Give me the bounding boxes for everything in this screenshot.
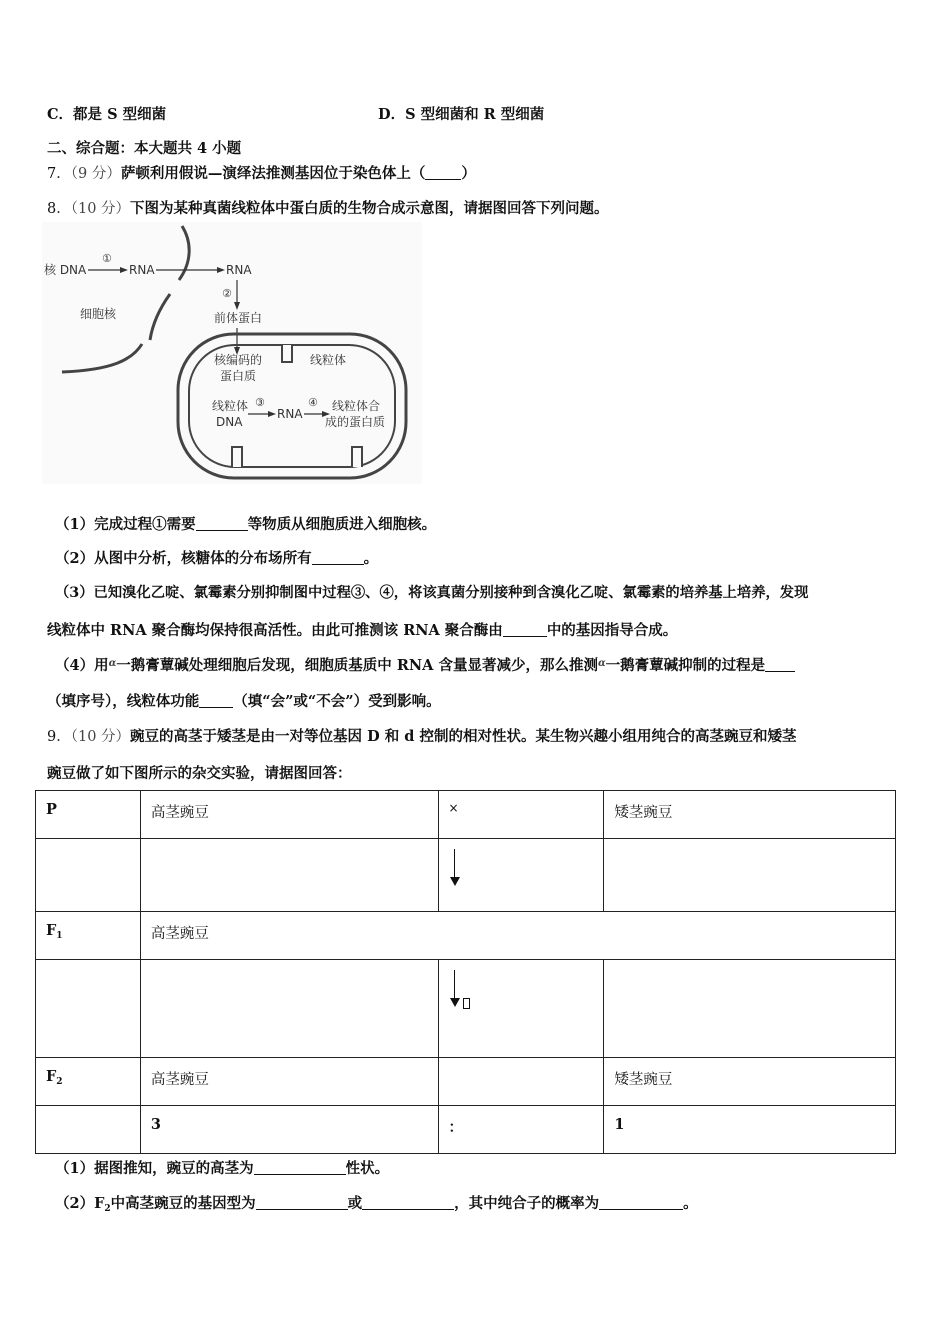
mitochondria-protein-synthesis-diagram bbox=[42, 222, 422, 484]
mitochondrion-label: 线粒体 bbox=[310, 353, 347, 367]
nuclear-dna-label: 核 DNA bbox=[44, 263, 87, 277]
q9-part-1 bbox=[55, 1157, 389, 1178]
p-short: 矮茎豌豆 bbox=[604, 791, 896, 839]
q8-score: （10 分） bbox=[70, 201, 131, 217]
q8-part-4-line2 bbox=[47, 690, 441, 711]
q8-part-2 bbox=[55, 547, 378, 568]
empty-cell bbox=[36, 960, 141, 1058]
empty-cell bbox=[36, 839, 141, 912]
ratio-left: 3 bbox=[140, 1106, 438, 1154]
q8-part-3-line1: （3）已知溴化乙啶、氯霉素分别抑制图中过程③、④，将该真菌分别接种到含溴化乙啶、氯霉素的培养基上培养，发现 bbox=[55, 585, 809, 601]
empty-cell bbox=[36, 1106, 141, 1154]
question-7 bbox=[47, 162, 476, 183]
step-3-label: ③ bbox=[255, 396, 265, 409]
cross-table bbox=[35, 790, 896, 1154]
mt-protein-label-2: 成的蛋白质 bbox=[325, 415, 386, 429]
empty-cell bbox=[604, 960, 896, 1058]
empty-cell bbox=[140, 960, 438, 1058]
table-row-arrow-1 bbox=[36, 839, 896, 912]
q8-p4-text-d: （填序号），线粒体功能 bbox=[47, 693, 200, 710]
q9-p2-text-e: 。 bbox=[683, 1195, 698, 1212]
q9-score: （10 分） bbox=[70, 729, 131, 745]
q8-p3-text-b: 中的基因指导合成。 bbox=[546, 622, 678, 639]
crista-top bbox=[282, 345, 292, 362]
down-arrow-icon bbox=[449, 970, 461, 1006]
p-cross-symbol: × bbox=[438, 791, 604, 839]
arrow-cell-2 bbox=[438, 960, 604, 1058]
down-arrow-icon bbox=[449, 849, 461, 885]
q9-number: 9． bbox=[47, 729, 71, 745]
arrow-cell-1 bbox=[438, 839, 604, 912]
mt-protein-label-1: 线粒体合 bbox=[332, 399, 381, 413]
q8-p4-text-a: （4）用 bbox=[55, 657, 109, 674]
f1-label-sub: 1 bbox=[56, 931, 63, 941]
rna-label-1: RNA bbox=[129, 263, 155, 277]
f2-label bbox=[36, 1058, 141, 1106]
step-4-label: ④ bbox=[308, 396, 318, 409]
option-d: D．S 型细菌和 R 型细菌 bbox=[378, 106, 545, 123]
p-tall: 高茎豌豆 bbox=[140, 791, 438, 839]
table-row-f2 bbox=[36, 1058, 896, 1106]
q8-p4-blank-1[interactable] bbox=[765, 657, 795, 673]
q8-p2-blank[interactable] bbox=[312, 550, 364, 566]
ratio-colon: ： bbox=[438, 1106, 604, 1154]
q9-p2-blank-2[interactable] bbox=[362, 1195, 454, 1211]
q7-blank[interactable] bbox=[425, 165, 461, 181]
q8-p2-text-b: 。 bbox=[363, 550, 379, 567]
q8-part-1 bbox=[55, 513, 436, 534]
f2-tall: 高茎豌豆 bbox=[140, 1058, 438, 1106]
q9-p2-text-c: 或 bbox=[347, 1195, 363, 1212]
q9-p2-blank-1[interactable] bbox=[256, 1195, 348, 1211]
nuclear-encoded-label-2: 蛋白质 bbox=[220, 369, 257, 383]
empty-cell bbox=[140, 839, 438, 912]
q9-p2-sub: 2 bbox=[104, 1204, 111, 1214]
q8-part-3-line2 bbox=[47, 619, 677, 640]
empty-cell bbox=[438, 1058, 604, 1106]
question-9-stem bbox=[47, 725, 796, 746]
q7-number: 7． bbox=[47, 166, 71, 182]
q9-p1-text-a: （1）据图推知，豌豆的高茎为 bbox=[55, 1160, 254, 1177]
q9-p2-text-b: 中高茎豌豆的基因型为 bbox=[110, 1195, 256, 1212]
q8-stem-text: 下图为某种真菌线粒体中蛋白质的生物合成示意图，请据图回答下列问题。 bbox=[130, 200, 609, 217]
q8-p4-blank-2[interactable] bbox=[199, 693, 233, 709]
q8-p1-text-a: （1）完成过程①需要 bbox=[55, 516, 196, 533]
q9-stem-line2: 豌豆做了如下图所示的杂交实验，请据图回答： bbox=[47, 765, 352, 782]
f1-label bbox=[36, 912, 141, 960]
self-cross-icon bbox=[463, 998, 470, 1009]
f2-label-letter: F bbox=[46, 1068, 57, 1085]
q9-p2-blank-3[interactable] bbox=[599, 1195, 683, 1211]
table-row-p bbox=[36, 791, 896, 839]
q8-p3-text-a: 线粒体中 RNA 聚合酶均保持很高活性。由此可推测该 RNA 聚合酶由 bbox=[47, 622, 503, 639]
rna-label-2: RNA bbox=[226, 263, 252, 277]
mt-dna-label-1: 线粒体 bbox=[212, 399, 249, 413]
precursor-protein-label: 前体蛋白 bbox=[214, 311, 263, 325]
alpha-symbol-2: α bbox=[597, 658, 606, 669]
ratio-right: 1 bbox=[604, 1106, 896, 1154]
q8-p4-text-b: 一鹅膏蕈碱处理细胞后发现，细胞质基质中 RNA 含量显著减少，那么推测 bbox=[116, 657, 598, 674]
step-1-label: ① bbox=[102, 252, 112, 265]
q8-p2-text-a: （2）从图中分析，核糖体的分布场所有 bbox=[55, 550, 312, 567]
step-2-label: ② bbox=[222, 287, 232, 300]
q8-p4-text-c: 一鹅膏蕈碱抑制的过程是 bbox=[605, 657, 766, 674]
p-label: P bbox=[36, 791, 141, 839]
q9-p2-text-a: （2）F bbox=[55, 1195, 105, 1212]
nuclear-encoded-label-1: 核编码的 bbox=[214, 353, 263, 367]
q7-end: ） bbox=[461, 165, 476, 182]
f2-short: 矮茎豌豆 bbox=[604, 1058, 896, 1106]
alpha-symbol-1: α bbox=[108, 658, 117, 669]
q9-p2-text-d: ，其中纯合子的概率为 bbox=[454, 1195, 600, 1212]
q9-p1-text-b: 性状。 bbox=[345, 1160, 390, 1177]
q7-text: 萨顿利用假说—演绎法推测基因位于染色体上（ bbox=[120, 165, 426, 182]
table-row-f1 bbox=[36, 912, 896, 960]
section-heading: 二、综合题：本大题共 4 小题 bbox=[47, 140, 242, 157]
q8-part-4-line1 bbox=[55, 654, 795, 675]
q7-score: （9 分） bbox=[70, 166, 121, 182]
table-row-arrow-2 bbox=[36, 960, 896, 1058]
q9-stem-line1: 豌豆的高茎于矮茎是由一对等位基因 D 和 d 控制的相对性状。某生物兴趣小组用纯合的高茎豌豆和矮茎 bbox=[130, 728, 797, 745]
f1-tall: 高茎豌豆 bbox=[140, 912, 895, 960]
table-row-ratio bbox=[36, 1106, 896, 1154]
crista-bottom-right bbox=[352, 447, 362, 467]
rna-label-3: RNA bbox=[277, 407, 303, 421]
empty-cell bbox=[604, 839, 896, 912]
nucleus-label: 细胞核 bbox=[80, 307, 117, 321]
q8-p4-text-e: （填“会”或“不会”）受到影响。 bbox=[233, 693, 441, 710]
question-8-stem bbox=[47, 197, 609, 218]
crista-bottom-left bbox=[232, 447, 242, 467]
mt-dna-label-2: DNA bbox=[216, 415, 243, 429]
q8-number: 8． bbox=[47, 201, 71, 217]
q9-p1-blank[interactable] bbox=[254, 1160, 346, 1176]
q8-p1-blank[interactable] bbox=[196, 516, 248, 532]
q8-p1-text-b: 等物质从细胞质进入细胞核。 bbox=[247, 516, 437, 533]
option-c: C．都是 S 型细菌 bbox=[47, 106, 167, 123]
q8-p3-blank[interactable] bbox=[503, 622, 547, 638]
f1-label-letter: F bbox=[46, 922, 57, 939]
q9-part-2 bbox=[55, 1192, 698, 1214]
f2-label-sub: 2 bbox=[56, 1077, 63, 1087]
